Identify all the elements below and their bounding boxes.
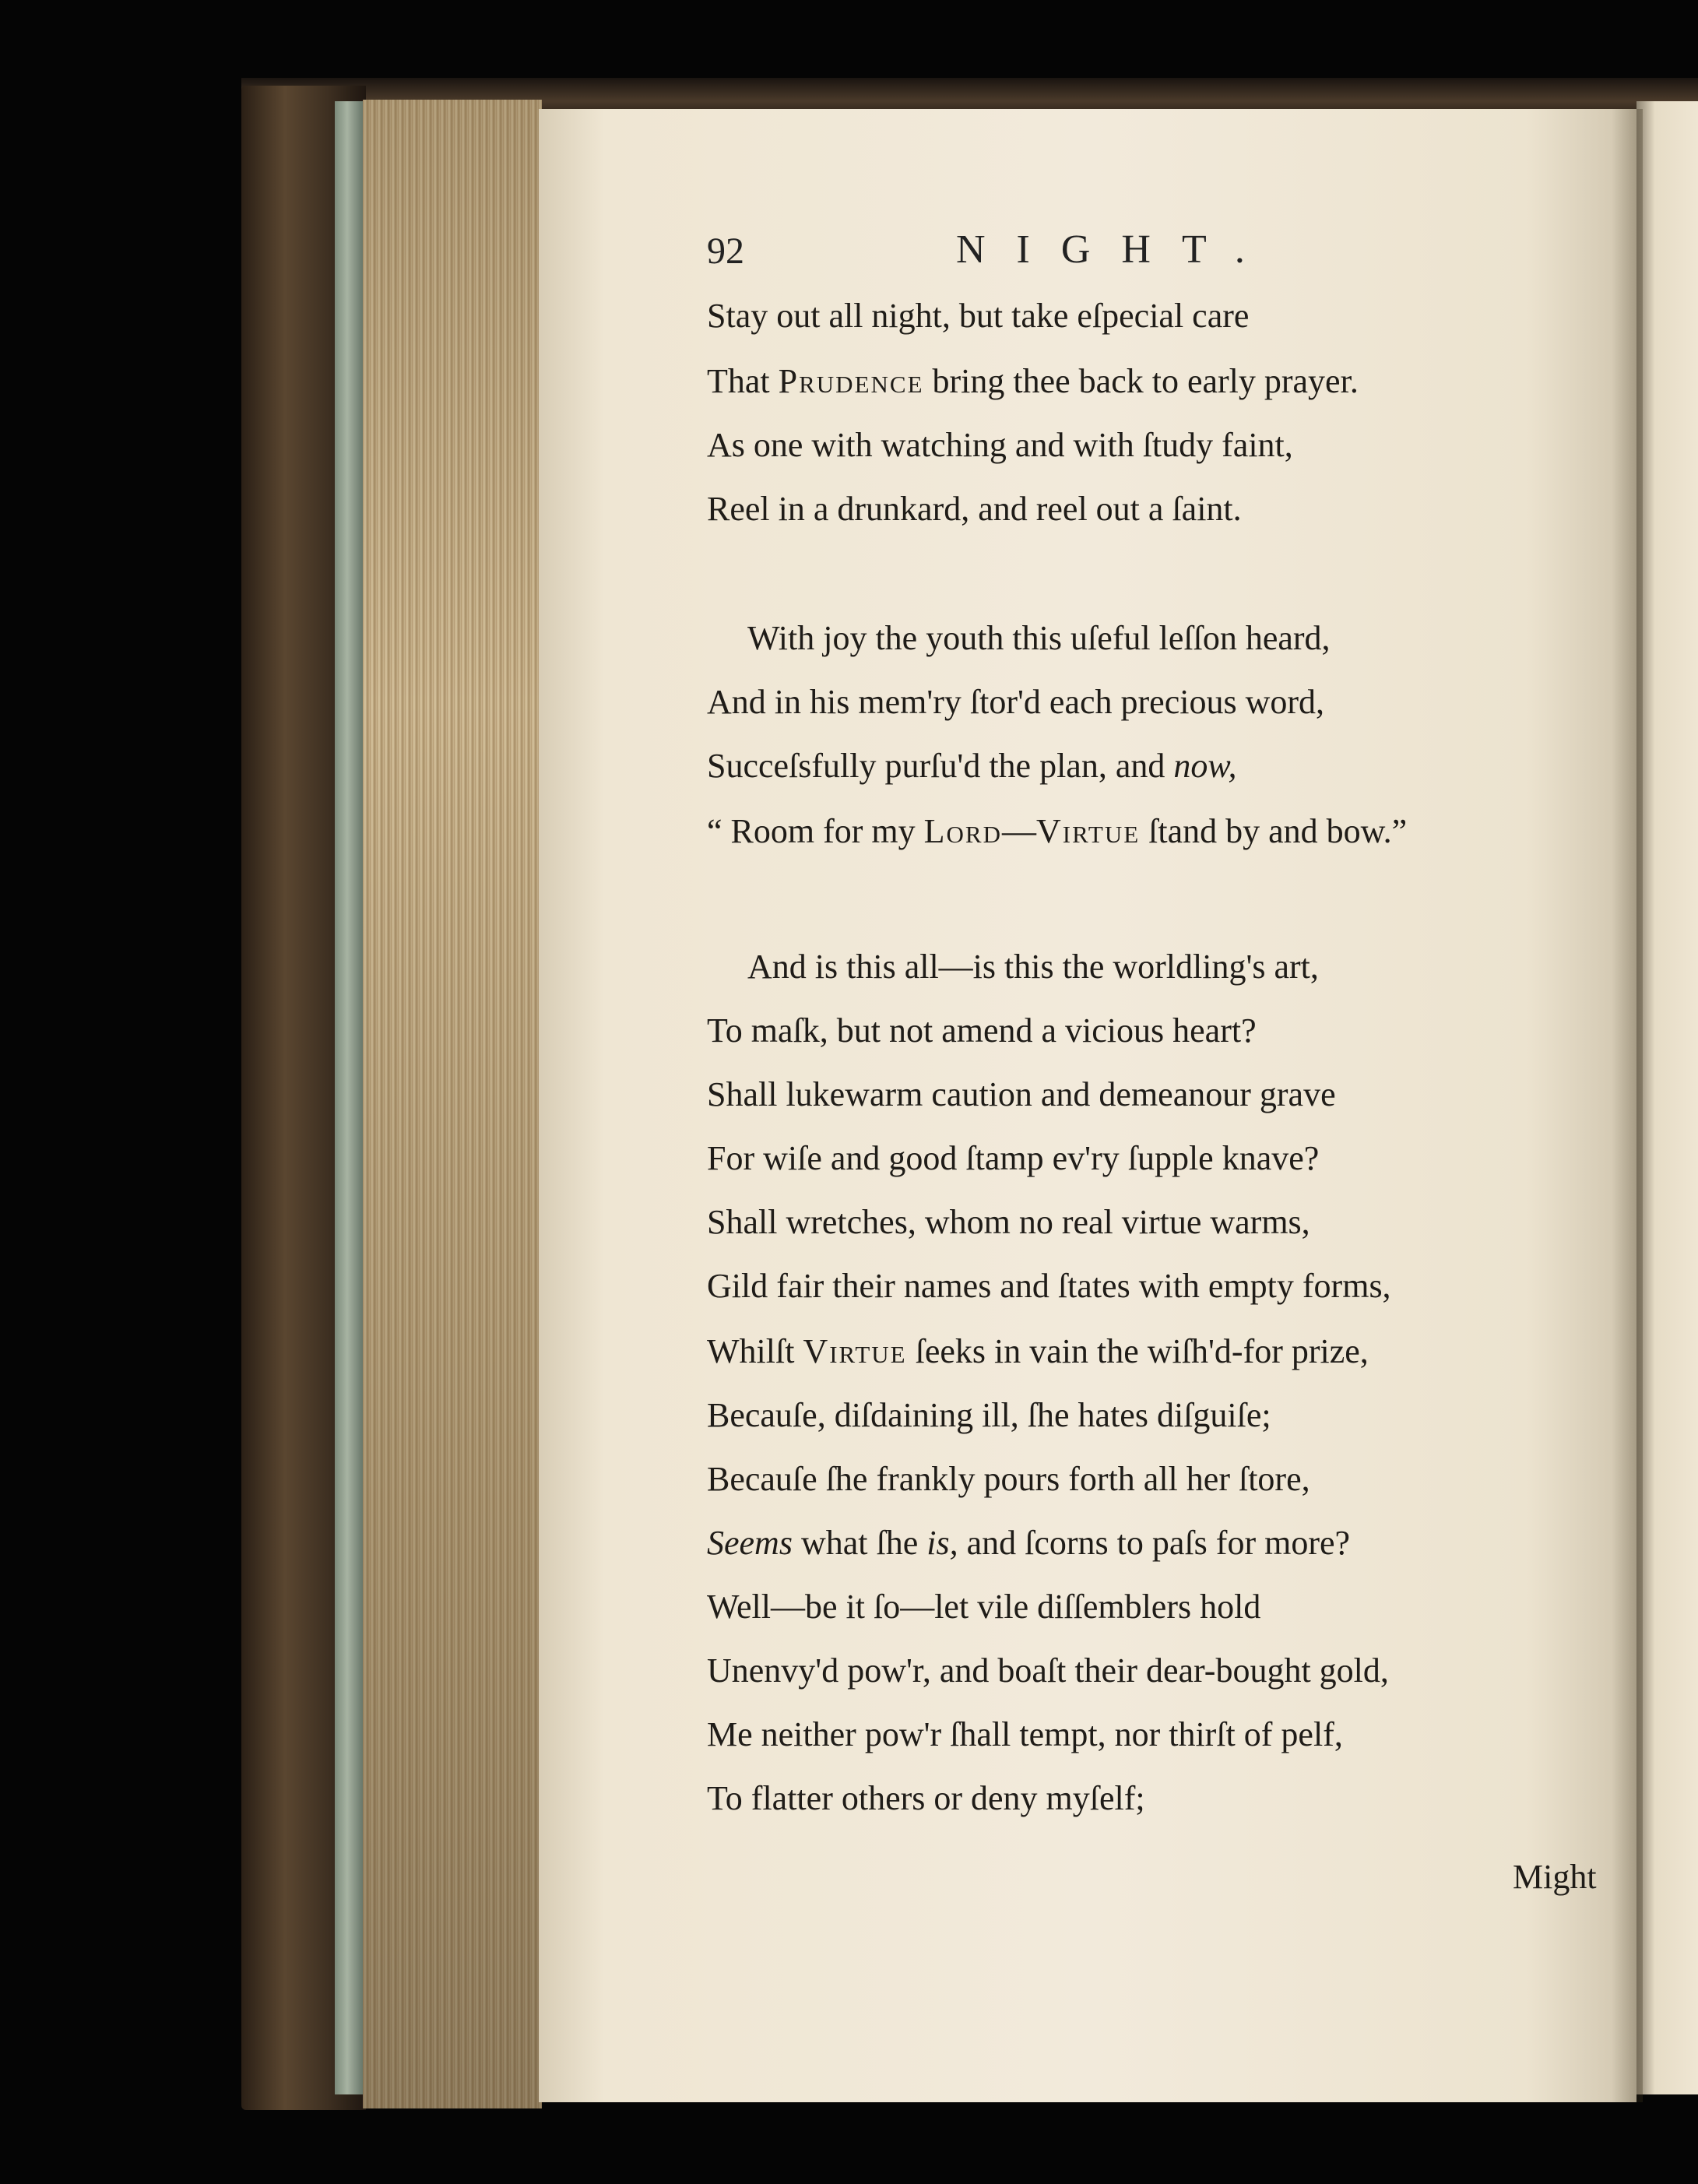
poem-line: Succeſsfully purſu'd the plan, and now, — [707, 747, 1237, 785]
poem-line: For wiſe and good ſtamp ev'ry ſupple knave? — [707, 1139, 1320, 1177]
catchword: Might — [1513, 1858, 1597, 1896]
poem-line: That Prudence bring thee back to early prayer. — [707, 362, 1359, 400]
poem-line: Me neither pow'r ſhall tempt, nor thirſt of pelf, — [707, 1715, 1343, 1753]
poem-line: Becauſe, diſdaining ill, ſhe hates diſguiſe; — [707, 1396, 1271, 1434]
facing-page-edge — [1636, 101, 1698, 2094]
poem-line: “ Room for my Lord—Virtue ſtand by and bow.” — [707, 812, 1408, 850]
poem-line: To maſk, but not amend a vicious heart? — [707, 1011, 1257, 1050]
poem-line: Shall lukewarm caution and demeanour grave — [707, 1075, 1336, 1113]
poem-line: Well—be it ſo—let vile diſſemblers hold — [707, 1588, 1261, 1626]
poem-line: Whilſt Virtue ſeeks in vain the wiſh'd-for prize, — [707, 1332, 1369, 1370]
page-edges-block — [363, 100, 542, 2108]
poem-line: Gild fair their names and ſtates with empty forms, — [707, 1267, 1391, 1305]
poem-line: Becauſe ſhe frankly pours forth all her ſtore, — [707, 1460, 1310, 1498]
italic-word: is, — [926, 1524, 958, 1562]
poem-line: As one with watching and with ſtudy faint, — [707, 426, 1293, 464]
poem-line: To flatter others or deny myſelf; — [707, 1779, 1145, 1817]
poem-line: And is this all—is this the worldling's art, — [747, 948, 1319, 986]
poem-line: Stay out all night, but take eſpecial care — [707, 297, 1250, 335]
small-caps-word: Prudence — [778, 362, 924, 400]
small-caps-word: Lord — [923, 812, 1002, 850]
poem-line: Unenvy'd pow'r, and boaſt their dear-bought gold, — [707, 1651, 1389, 1690]
poem-line: With joy the youth this uſeful leſſon heard, — [747, 619, 1331, 657]
gutter-shadow — [1612, 109, 1643, 2102]
poem-line: And in his mem'ry ſtor'd each precious word, — [707, 683, 1325, 721]
running-title: NIGHT. — [956, 227, 1276, 272]
small-caps-word: Virtue — [1035, 812, 1141, 850]
poem-line: Reel in a drunkard, and reel out a ſaint. — [707, 490, 1242, 528]
page-header — [707, 227, 1392, 276]
page-number: 92 — [707, 230, 744, 272]
poem-line: Shall wretches, whom no real virtue warms, — [707, 1203, 1310, 1241]
italic-word: Seems — [707, 1524, 793, 1562]
poem-line: Seems what ſhe is, and ſcorns to paſs for more? — [707, 1524, 1351, 1562]
book-endpaper-edge — [335, 101, 366, 2094]
small-caps-word: Virtue — [803, 1332, 907, 1370]
italic-word: now, — [1173, 747, 1237, 785]
